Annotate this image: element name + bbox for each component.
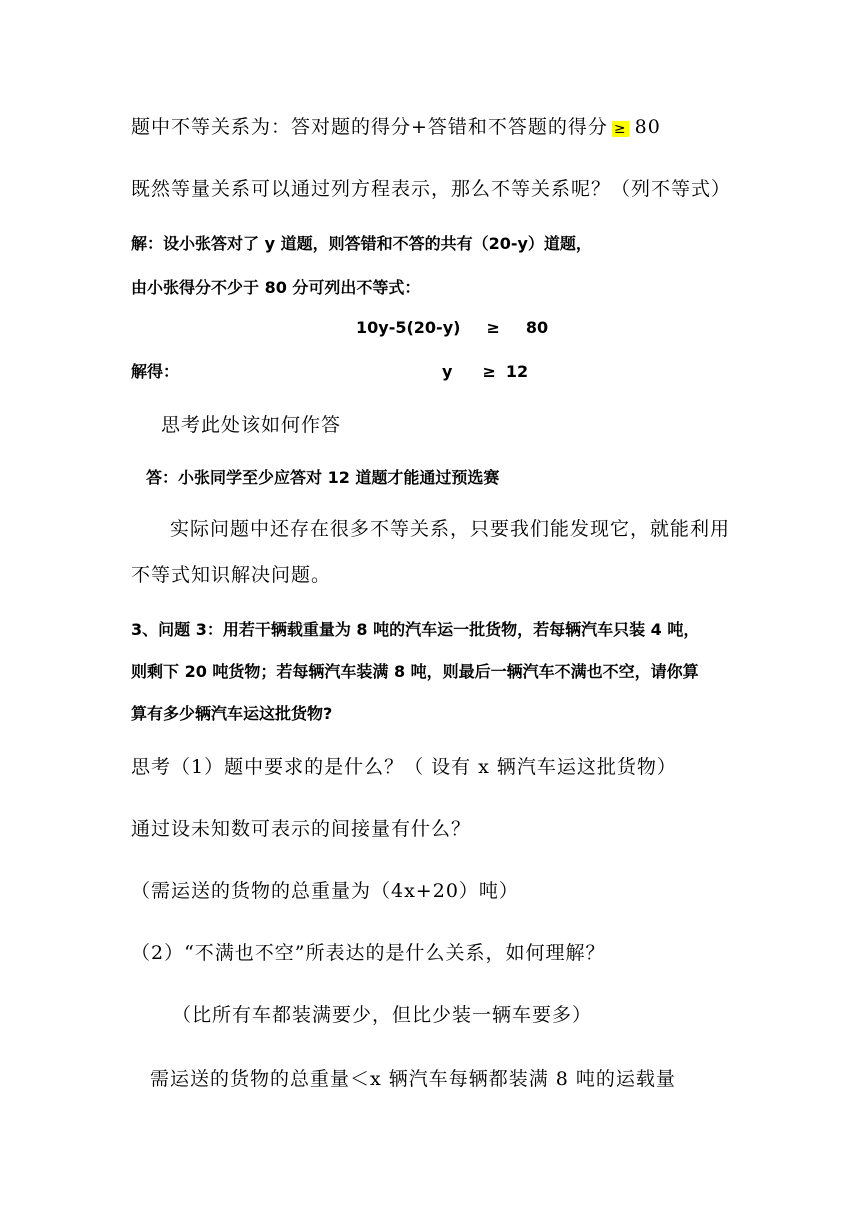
solution-geq-symbol: ≥ xyxy=(482,362,496,381)
summary-line-2: 不等式知识解决问题。 xyxy=(131,564,332,586)
equation-left-side: 10y-5(20-y) xyxy=(356,318,461,337)
highlighted-geq-symbol: ≥ xyxy=(613,121,627,137)
solution-setup-line: 解：设小张答对了 y 道题，则答错和不答的共有（20-y）道题， xyxy=(131,234,592,253)
problem-3-line-2: 则剩下 20 吨货物；若每辆汽车装满 8 吨，则最后一辆汽车不满也不空，请你算 xyxy=(131,662,699,681)
think-prompt: 思考此处该如何作答 xyxy=(161,414,342,436)
solution-inequality-intro: 由小张得分不少于 80 分可列出不等式： xyxy=(131,278,421,297)
inequality-relation-line xyxy=(131,118,661,137)
think-question-2: （2）“不满也不空”所表达的是什么关系，如何理解？ xyxy=(131,942,606,964)
problem-3-line-3: 算有多少辆汽车运这批货物? xyxy=(131,704,333,723)
solve-label: 解得： xyxy=(131,362,180,381)
inequality-statement: 需运送的货物的总重量＜x 辆汽车每辆都装满 8 吨的运载量 xyxy=(150,1068,676,1090)
equation-geq-symbol: ≥ xyxy=(486,318,500,337)
answer-line: 答：小张同学至少应答对 12 道题才能通过预选赛 xyxy=(146,468,500,487)
equation-right-side: 80 xyxy=(525,318,549,337)
summary-line-1: 实际问题中还存在很多不等关系，只要我们能发现它，就能利用 xyxy=(170,518,731,540)
total-weight-answer: （需运送的货物的总重量为（4x+20）吨） xyxy=(131,880,519,902)
inequality-relation-text: 题中不等关系为：答对题的得分+答错和不答题的得分 xyxy=(131,116,608,138)
relation-explanation: （比所有车都装满要少，但比少装一辆车要多） xyxy=(172,1004,593,1026)
solution-variable: y xyxy=(442,362,453,381)
problem-3-line-1: 3、问题 3：用若干辆载重量为 8 吨的汽车运一批货物，若每辆汽车只装 4 吨， xyxy=(131,620,700,639)
inequality-equation xyxy=(356,320,548,336)
solution-value: 12 xyxy=(505,362,529,381)
solution-equation xyxy=(442,364,528,380)
question-line: 既然等量关系可以通过列方程表示，那么不等关系呢？（列不等式） xyxy=(131,178,732,200)
think-question-1: 思考（1）题中要求的是什么？（ 设有 x 辆汽车运这批货物） xyxy=(131,756,677,778)
inequality-relation-value: 80 xyxy=(634,116,661,138)
indirect-quantity-question: 通过设未知数可表示的间接量有什么？ xyxy=(131,818,472,840)
